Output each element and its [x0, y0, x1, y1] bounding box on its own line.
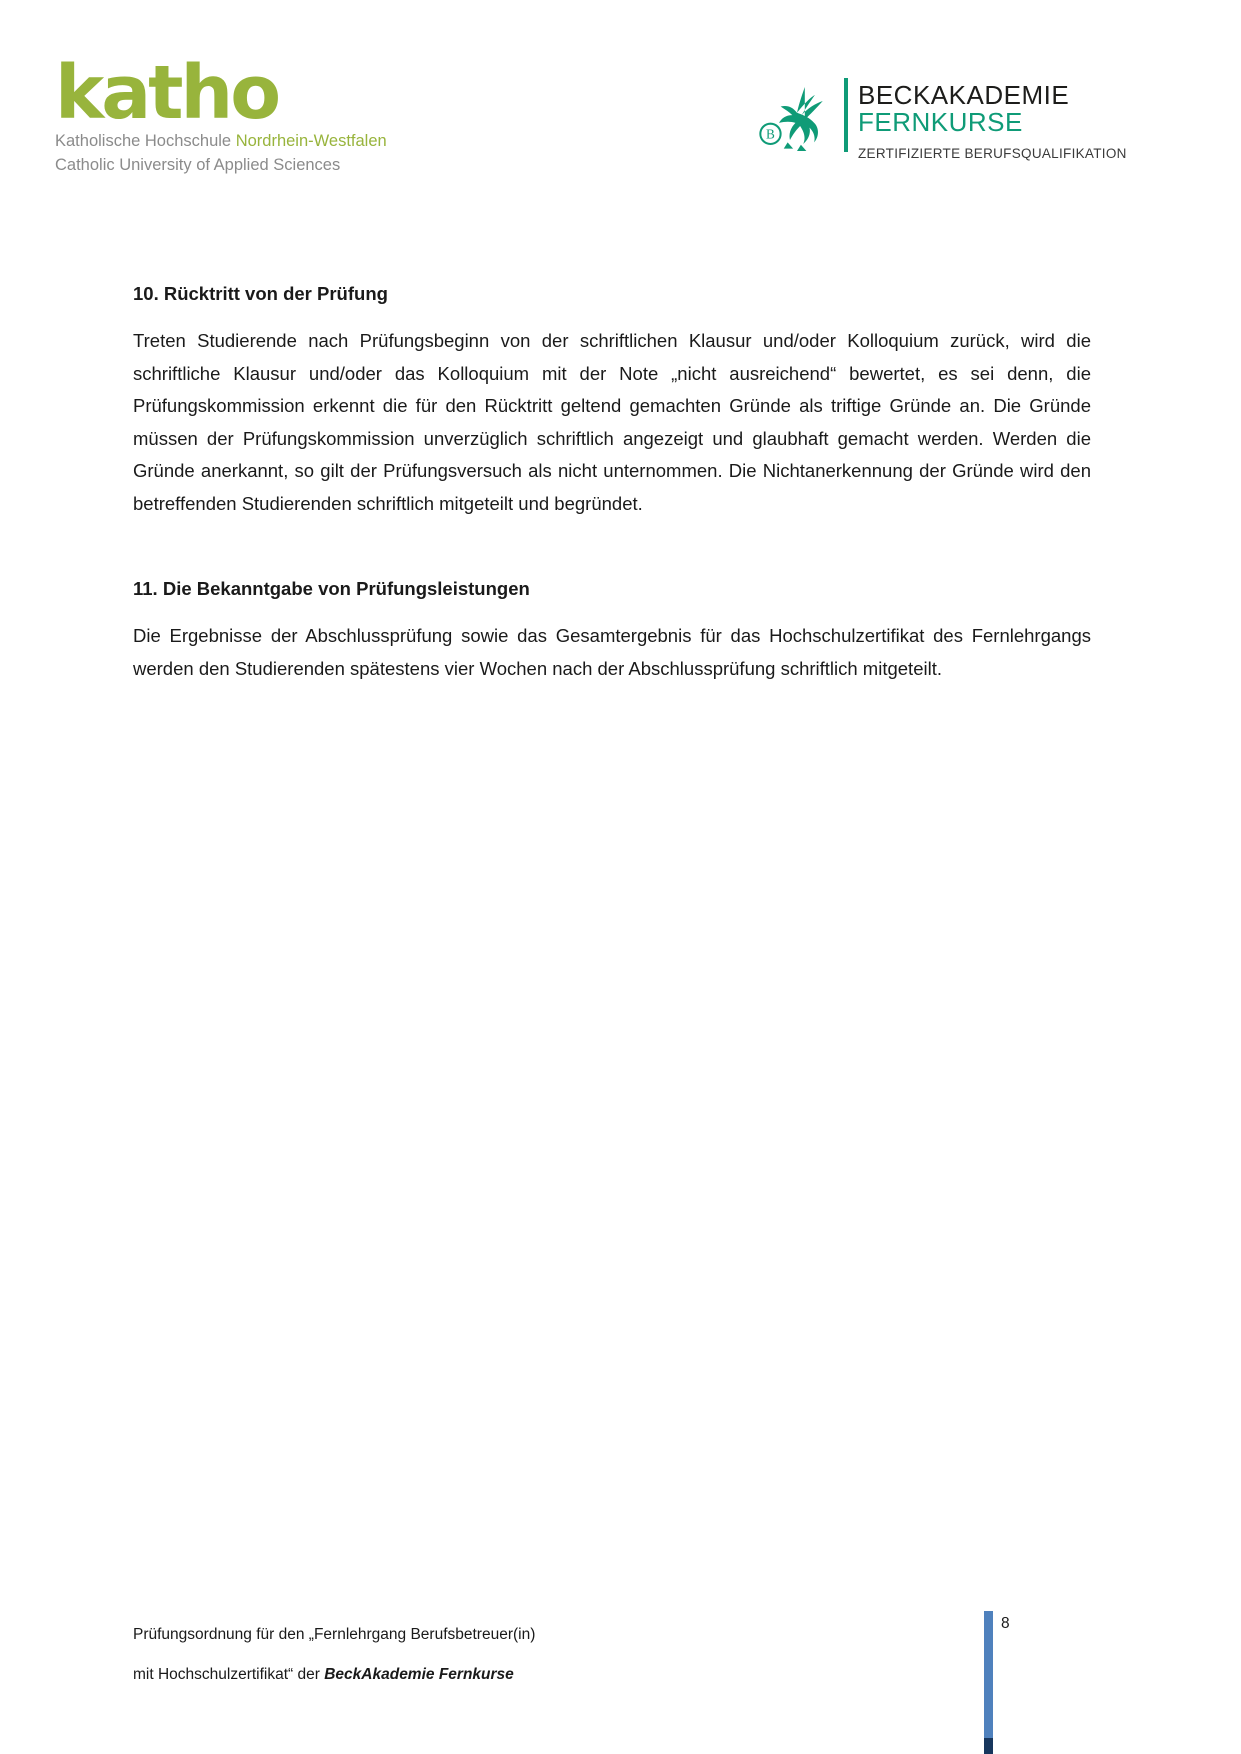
footer-accent-bar: [984, 1611, 993, 1754]
footer-line2-prefix: mit Hochschulzertifikat“ der: [133, 1666, 325, 1683]
svg-text:B: B: [766, 126, 775, 142]
footer-line2: [133, 1655, 535, 1695]
katho-subtitle-gray: Katholische Hochschule: [55, 132, 236, 150]
griffin-icon: [758, 76, 836, 162]
logo-divider: [844, 78, 848, 152]
beck-name-line1: BECKAKADEMIE: [858, 80, 1070, 110]
footer-line2-emphasis: BeckAkademie Fernkurse: [324, 1666, 514, 1683]
page-number: 8: [1001, 1615, 1010, 1632]
section-gap: [133, 520, 1091, 578]
katho-subtitle-de: [55, 130, 387, 152]
katho-logo: [55, 50, 387, 176]
beckakademie-logo: [758, 76, 1127, 162]
katho-subtitle-en: Catholic University of Applied Sciences: [55, 156, 341, 174]
section-10-heading: 10. Rücktritt von der Prüfung: [133, 283, 388, 304]
katho-wordmark: katho: [55, 50, 279, 136]
footer: [133, 1615, 535, 1695]
beck-tagline: ZERTIFIZIERTE BERUFSQUALIFIKATION: [858, 146, 1127, 161]
beck-name-line2: FERNKURSE: [858, 107, 1023, 137]
footer-line1: Prüfungsordnung für den „Fernlehrgang Berufsbetreuer(in): [133, 1626, 536, 1643]
katho-subtitle-green: Nordrhein-Westfalen: [235, 132, 387, 150]
section-11-heading: 11. Die Bekanntgabe von Prüfungsleistungen: [133, 578, 530, 599]
document-body: [133, 283, 1091, 685]
footer-accent-bar-tip: [984, 1738, 993, 1754]
section-10-paragraph: Treten Studierende nach Prüfungsbeginn von der schriftlichen Klausur und/oder Kolloquium zurück, wird die schriftliche Klausur und/oder das Kolloquium mit der Note „nicht ausreichend“ bewertet, es sei denn, die Prüfungskommission erkennt die für den Rücktritt geltend gemachten Gründe als triftige Gründe an. Die Gründe müssen der Prüfungskommission unverzüglich schriftlich angezeigt und glaubhaft gemacht werden. Werden die Gründe anerkannt, so gilt der Prüfungsversuch als nicht unternommen. Die Nichtanerkennung der Gründe wird den betreffenden Studierenden schriftlich mitgeteilt und begründet.: [133, 330, 1091, 514]
section-11-paragraph: Die Ergebnisse der Abschlussprüfung sowie das Gesamtergebnis für das Hochschulzertifikat des Fernlehrgangs werden den Studierenden spätestens vier Wochen nach der Abschlussprüfung schriftlich mitgeteilt.: [133, 625, 1091, 679]
